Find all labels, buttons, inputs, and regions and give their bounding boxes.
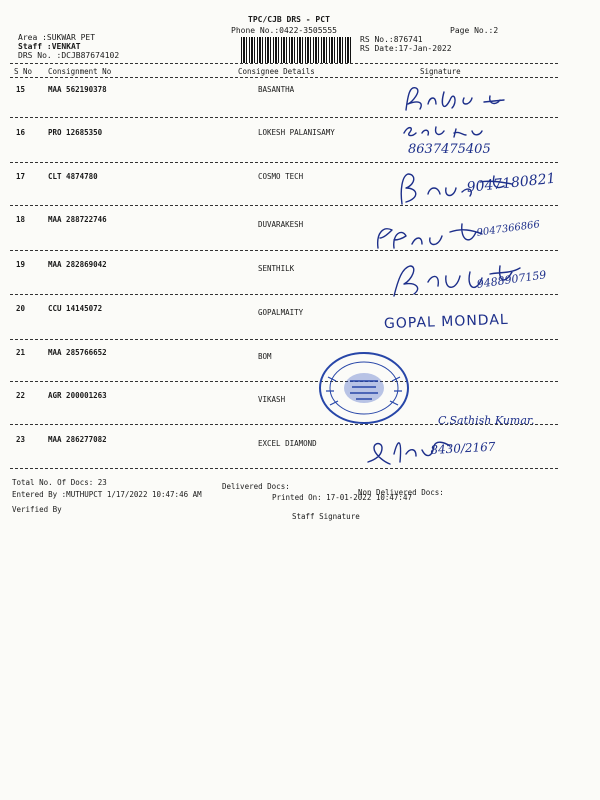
row-consignment: MAA 282869042 [48,260,107,269]
signature-row-16 [400,123,510,139]
row-consignee: DUVARAKESH [258,220,304,229]
header-divider [10,63,558,64]
signature-row-15 [400,82,510,117]
row-consignment: MAA 286277082 [48,435,107,444]
row-consignee: COSMO TECH [258,172,304,181]
handwritten-name: GOPAL MONDAL [383,311,509,333]
barcode [241,37,352,63]
row-consignee: VIKASH [258,395,286,404]
phone-number: Phone No.:0422-3505555 [231,26,337,35]
delivered-docs: Delivered Docs: [222,482,290,491]
row-sno: 19 [16,260,26,269]
col-sno: S No [14,67,33,76]
row-divider [10,162,558,163]
row-consignment: PRO 12685350 [48,128,103,137]
row-sno: 22 [16,391,26,400]
entered-by: Entered By :MUTHUPCT 1/17/2022 10:47:46 AM [12,490,202,499]
row-sno: 18 [16,215,26,224]
row-consignment: MAA 562190378 [48,85,107,94]
handwritten-note: 8430/2167 [430,439,496,457]
column-divider [10,77,558,78]
row-sno: 20 [16,304,26,313]
row-sno: 23 [16,435,26,444]
row-sno: 17 [16,172,26,181]
drs-number: DRS No. :DCJB87674102 [18,51,120,60]
col-consignment: Consignment No [48,67,112,76]
row-divider [10,468,558,469]
row-divider [10,381,558,382]
row-sno: 15 [16,85,26,94]
row-consignee: SENTHILK [258,264,295,273]
total-docs: Total No. Of Docs: 23 [12,478,107,487]
non-delivered-docs: Non Delivered Docs: [358,488,444,497]
handwritten-phone: 9488907159 [476,268,548,291]
staff-signature: Staff Signature [292,512,360,521]
row-consignee: GOPALMAITY [258,308,304,317]
verified-by: Verified By [12,505,62,514]
col-signature: Signature [420,67,461,76]
staff-label: Staff :VENKAT [18,42,81,51]
company-seal-stamp [318,351,410,425]
page-number: Page No.:2 [450,26,499,35]
row-consignee: EXCEL DIAMOND [258,439,317,448]
row-consignee: BOM [258,352,272,361]
document-title: TPC/CJB DRS - PCT [248,15,330,24]
row-consignee: BASANTHA [258,85,295,94]
rs-number: RS No.:876741 [360,35,423,44]
handwritten-phone: 9047180821 [466,170,557,196]
col-consignee: Consignee Details [238,67,315,76]
handwritten-phone: 9047366866 [476,219,541,239]
area-label: Area :SUKWAR PET [18,33,96,42]
handwritten-name: C.Sathish Kumar. [438,414,535,427]
row-consignment: AGR 200001263 [48,391,107,400]
row-consignment: MAA 285766652 [48,348,107,357]
row-consignment: CCU 14145072 [48,304,103,313]
rs-date: RS Date:17-Jan-2022 [360,44,452,53]
row-consignee: LOKESH PALANISAMY [258,128,335,137]
row-sno: 16 [16,128,26,137]
row-divider [10,117,558,118]
row-divider [10,339,558,340]
row-consignment: MAA 288722746 [48,215,107,224]
printed-on: Printed On: 17-01-2022 10:47:47 [272,493,412,502]
handwritten-phone: 8637475405 [408,142,491,157]
row-sno: 21 [16,348,26,357]
row-consignment: CLT 4874780 [48,172,98,181]
